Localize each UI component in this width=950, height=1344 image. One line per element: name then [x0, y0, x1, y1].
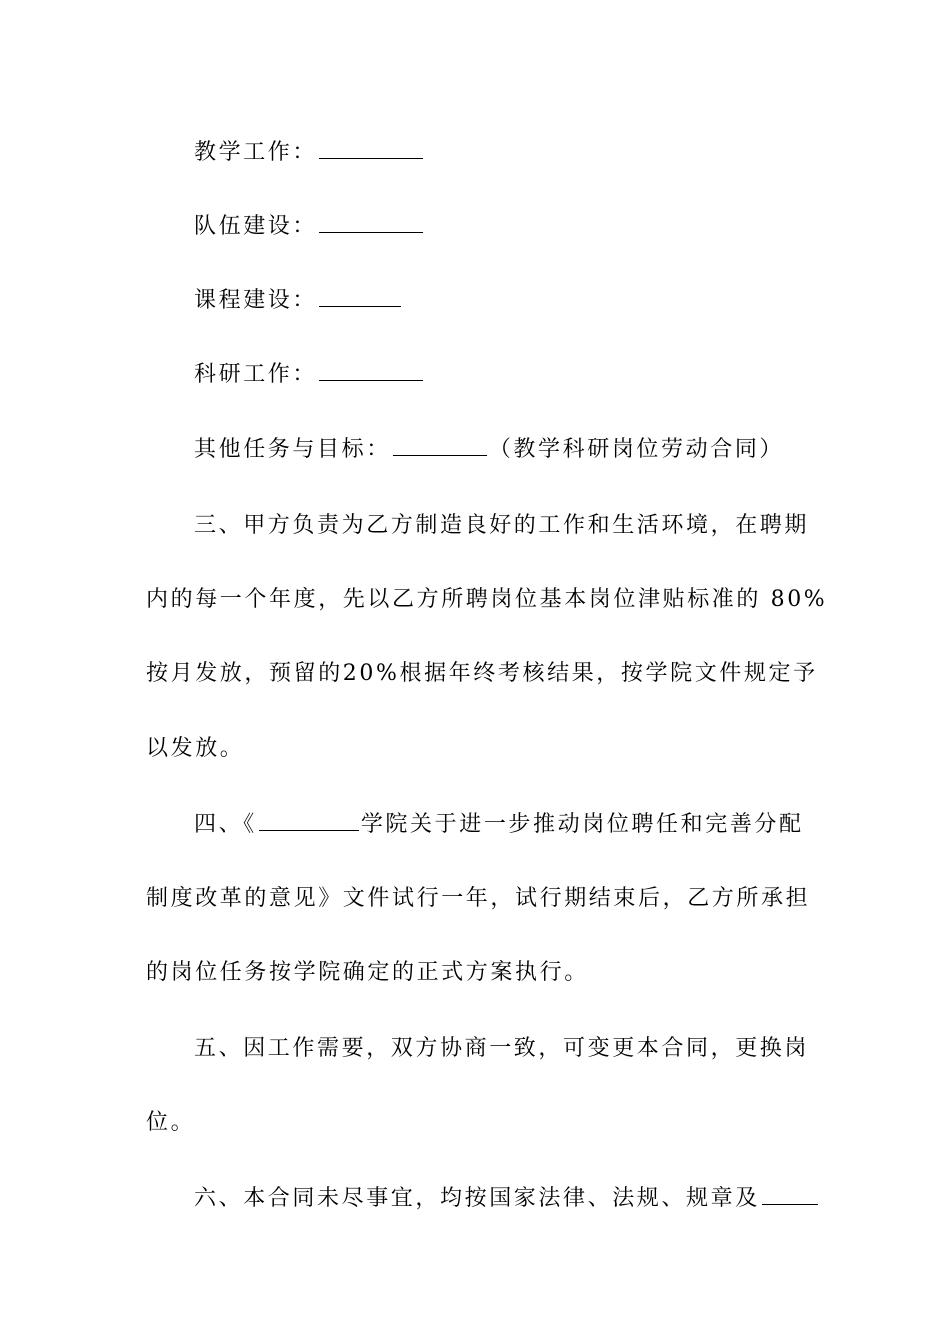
paragraph-5-line-2: 位。 — [146, 1110, 196, 1135]
paragraph-6-line-1 — [194, 1184, 810, 1214]
paragraph-text: 四、《 — [194, 812, 257, 837]
field-research-work — [194, 360, 810, 390]
fill-blank — [319, 360, 423, 381]
fill-blank — [762, 1184, 818, 1205]
paragraph-4-line-1 — [194, 810, 810, 840]
field-label: 课程建设： — [194, 288, 318, 313]
paragraph-5-line-1: 五、因工作需要，双方协商一致，可变更本合同，更换岗 — [194, 1036, 810, 1061]
fill-blank — [319, 212, 423, 233]
fill-blank — [259, 810, 359, 831]
field-label: 其他任务与目标： — [194, 437, 391, 462]
paragraph-3-line-2: 内的每一个年度，先以乙方所聘岗位基本岗位津贴标准的 80% — [146, 587, 828, 612]
fill-blank — [319, 138, 423, 159]
paragraph-4-line-3: 的岗位任务按学院确定的正式方案执行。 — [146, 960, 589, 985]
field-team-building — [194, 212, 810, 242]
field-teaching-work — [194, 138, 810, 168]
paragraph-3-line-1: 三、甲方负责为乙方制造良好的工作和生活环境，在聘期 — [194, 513, 810, 538]
paragraph-text: 六、本合同未尽事宜，均按国家法律、法规、规章及 — [194, 1186, 760, 1211]
field-suffix: （教学科研岗位劳动合同） — [488, 437, 785, 462]
paragraph-text: 学院关于进一步推动岗位聘任和完善分配 — [360, 812, 804, 837]
paragraph-3-line-4: 以发放。 — [146, 736, 245, 761]
fill-blank — [393, 435, 487, 456]
paragraph-3-line-3: 按月发放，预留的20%根据年终考核结果，按学院文件规定予 — [146, 661, 818, 686]
field-other-tasks — [194, 435, 810, 465]
fill-blank — [319, 286, 401, 307]
field-label: 教学工作： — [194, 140, 318, 165]
field-label: 队伍建设： — [194, 214, 318, 239]
paragraph-4-line-2: 制度改革的意见》文件试行一年，试行期结束后，乙方所承担 — [146, 886, 811, 911]
field-label: 科研工作： — [194, 362, 318, 387]
field-course-building — [194, 286, 810, 316]
